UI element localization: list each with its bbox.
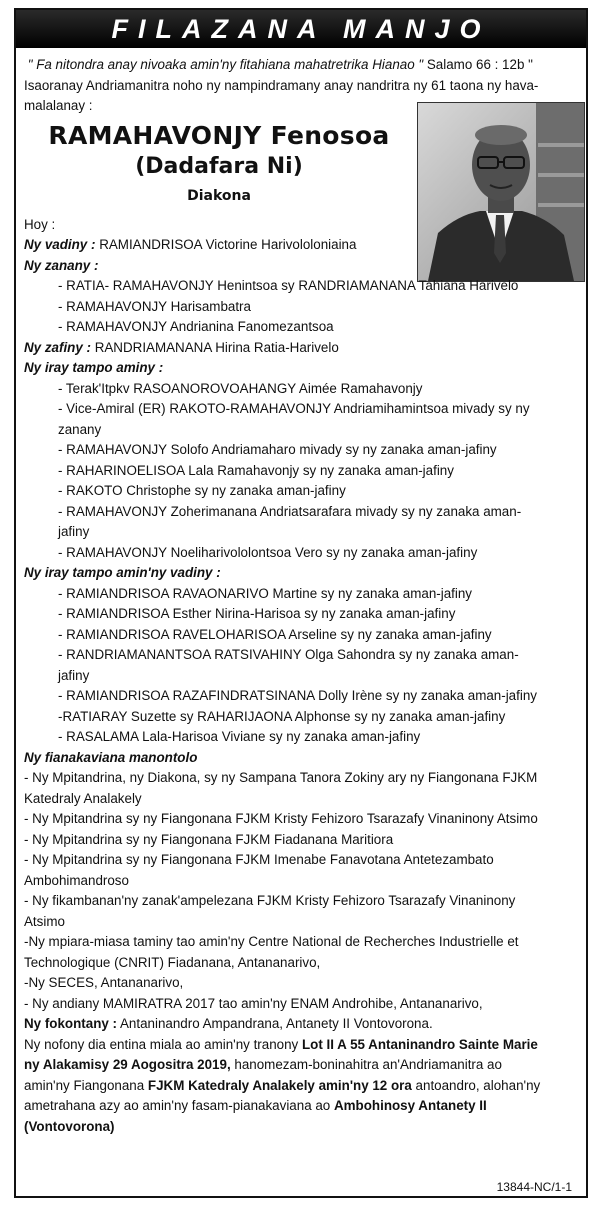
list-item: - Ny fikambanan'ny zanak'ampelezana FJKM Kristy Fehizoro Tsarazafy Vinaninony xyxy=(24,893,516,908)
intro-line: Isaoranay Andriamanitra noho ny nampindramany anay nandritra ny 61 taona ny hava- xyxy=(24,77,539,93)
list-item: - RAKOTO Christophe sy ny zanaka aman-jafiny xyxy=(58,483,346,498)
list-item: - RAMAHAVONJY Solofo Andriamaharo mivady sy ny zanaka aman-jafiny xyxy=(58,442,497,457)
zafiny-label: Ny zafiny : xyxy=(24,339,91,355)
list-item-cont: Ambohimandroso xyxy=(24,872,129,888)
fokontany-value: Antaninandro Ampandrana, Antanety II Vontovorona. xyxy=(119,1016,433,1031)
list-item: - RAMAHAVONJY Zoherimanana Andriatsarafara mivady sy ny zanaka aman- xyxy=(58,503,522,519)
zanany-label: Ny zanany : xyxy=(24,257,99,273)
list-item: - RASALAMA Lala-Harisoa Viviane sy ny zanaka aman-jafiny xyxy=(58,729,421,744)
list-item: - RAHARINOELISOA Lala Ramahavonjy sy ny zanaka aman-jafiny xyxy=(58,462,454,478)
deceased-name: RAMAHAVONJY Fenosoa xyxy=(48,120,390,150)
list-item-cont: Atsimo xyxy=(24,913,65,929)
scripture-quote: " Fa nitondra anay nivoaka amin'ny fitahiana mahatretrika Hianao " xyxy=(27,57,424,72)
list-item: - Ny Mpitandrina sy ny Fiangonana FJKM Imenabe Fanavotana Antetezambato xyxy=(24,852,494,867)
header-banner xyxy=(16,10,586,48)
list-item: - RAMIANDRISOA RAVAONARIVO Martine sy ny zanaka aman-jafiny xyxy=(58,585,472,601)
list-item: - RAMIANDRISOA Esther Nirina-Harisoa sy ny zanaka aman-jafiny xyxy=(58,606,456,621)
list-item: -Ny mpiara-miasa taminy tao amin'ny Centre National de Recherches Industrielle et xyxy=(24,934,519,949)
tampo-aminy-label: Ny iray tampo aminy : xyxy=(24,360,164,375)
list-item-cont: jafiny xyxy=(58,667,90,683)
fokontany-label: Ny fokontany : xyxy=(24,1016,117,1031)
closing-line-4 xyxy=(24,1096,584,1117)
list-item: - RAMAHAVONJY Andrianina Fanomezantsoa xyxy=(58,319,334,334)
deceased-alias: (Dadafara Ni) xyxy=(135,153,303,179)
closing-text: Ny nofony dia entina miala ao amin'ny tranony xyxy=(24,1036,302,1052)
zafiny-value: RANDRIAMANANA Hirina Ratia-Harivelo xyxy=(94,339,339,355)
closing-line-3 xyxy=(24,1076,584,1097)
vady-value: RAMIANDRISOA Victorine Harivololoniaina xyxy=(99,237,357,252)
list-item: -Ny SECES, Antananarivo, xyxy=(24,975,184,990)
list-item: - Ny Mpitandrina sy ny Fiangonana FJKM Fiadanana Maritiora xyxy=(24,831,394,847)
notice-title: FILAZANA MANJO xyxy=(111,13,491,44)
fokontany-line xyxy=(24,1014,584,1035)
closing-church-time: FJKM Katedraly Analakely amin'ny 12 ora xyxy=(147,1077,412,1093)
list-item-cont: zanany xyxy=(58,421,102,437)
list-item: -RATIARAY Suzette sy RAHARIJAONA Alphonse sy ny zanaka aman-jafiny xyxy=(58,708,506,724)
intro-quote-line xyxy=(24,55,584,76)
hoy-line: Hoy : xyxy=(24,216,56,232)
list-item: - RAMAHAVONJY Noeliharivololontsoa Vero sy ny zanaka aman-jafiny xyxy=(58,544,478,560)
list-item: - Ny Mpitandrina sy ny Fiangonana FJKM Kristy Fehizoro Tsarazafy Vinaninony Atsimo xyxy=(24,811,538,826)
closing-line-2 xyxy=(24,1055,584,1076)
notice-body xyxy=(24,55,584,1137)
list-item-cont: jafiny xyxy=(58,524,90,539)
closing-text: hanomezam-boninahitra an'Andriamanitra ao xyxy=(230,1057,502,1072)
list-item: - RATIA- RAMAHAVONJY Henintsoa sy RANDRIAMANANA Tahiana Harivelo xyxy=(58,278,519,293)
intro-line-end: malalanay : xyxy=(24,98,93,113)
zafiny-line xyxy=(24,338,584,359)
deceased-role: Diakona xyxy=(187,187,251,204)
list-item: - RAMAHAVONJY Harisambatra xyxy=(58,298,251,314)
list-item-cont: Technologique (CNRIT) Fiadanana, Antananarivo, xyxy=(24,954,321,970)
list-item: - Ny andiany MAMIRATRA 2017 tao amin'ny ENAM Androhibe, Antananarivo, xyxy=(24,995,483,1011)
closing-paragraph xyxy=(24,1035,584,1138)
closing-date: ny Alakamisy 29 Aogositra 2019, xyxy=(24,1057,231,1072)
fianakaviana-label: Ny fianakaviana manontolo xyxy=(24,749,198,765)
list-item: - RANDRIAMANANTSOA RATSIVAHINY Olga Sahondra sy ny zanaka aman- xyxy=(58,647,519,662)
closing-text: ametrahana azy ao amin'ny fasam-pianakaviana ao xyxy=(24,1098,334,1113)
list-item: - Terak'Itpkv RASOANOROVOAHANGY Aimée Ramahavonjy xyxy=(58,380,423,396)
closing-burial-place-cont: (Vontovorona) xyxy=(24,1118,115,1134)
deceased-block xyxy=(24,117,584,215)
list-item: - RAMIANDRISOA RAVELOHARISOA Arseline sy ny zanaka aman-jafiny xyxy=(58,626,492,642)
closing-text: antoandro, alohan'ny xyxy=(411,1077,541,1093)
closing-line-1 xyxy=(24,1035,584,1056)
vady-label: Ny vadiny : xyxy=(24,237,96,252)
closing-text: amin'ny Fiangonana xyxy=(24,1077,148,1093)
vady-line xyxy=(24,235,584,256)
closing-address: Lot II A 55 Antaninandro Sainte Marie xyxy=(301,1036,538,1052)
closing-burial-place: Ambohinosy Antanety II xyxy=(333,1098,487,1113)
list-item-cont: Katedraly Analakely xyxy=(24,790,142,806)
list-item: - RAMIANDRISOA RAZAFINDRATSINANA Dolly Irène sy ny zanaka aman-jafiny xyxy=(58,688,537,703)
tampo-vady-label: Ny iray tampo amin'ny vadiny : xyxy=(24,565,221,580)
list-item: - Vice-Amiral (ER) RAKOTO-RAMAHAVONJY Andriamihamintsoa mivady sy ny xyxy=(58,401,530,416)
scripture-verse: Salamo 66 : 12b " xyxy=(426,57,533,72)
list-item: - Ny Mpitandrina, ny Diakona, sy ny Sampana Tanora Zokiny ary ny Fiangonana FJKM xyxy=(24,770,538,785)
reference-code: 13844-NC/1-1 xyxy=(496,1180,572,1194)
